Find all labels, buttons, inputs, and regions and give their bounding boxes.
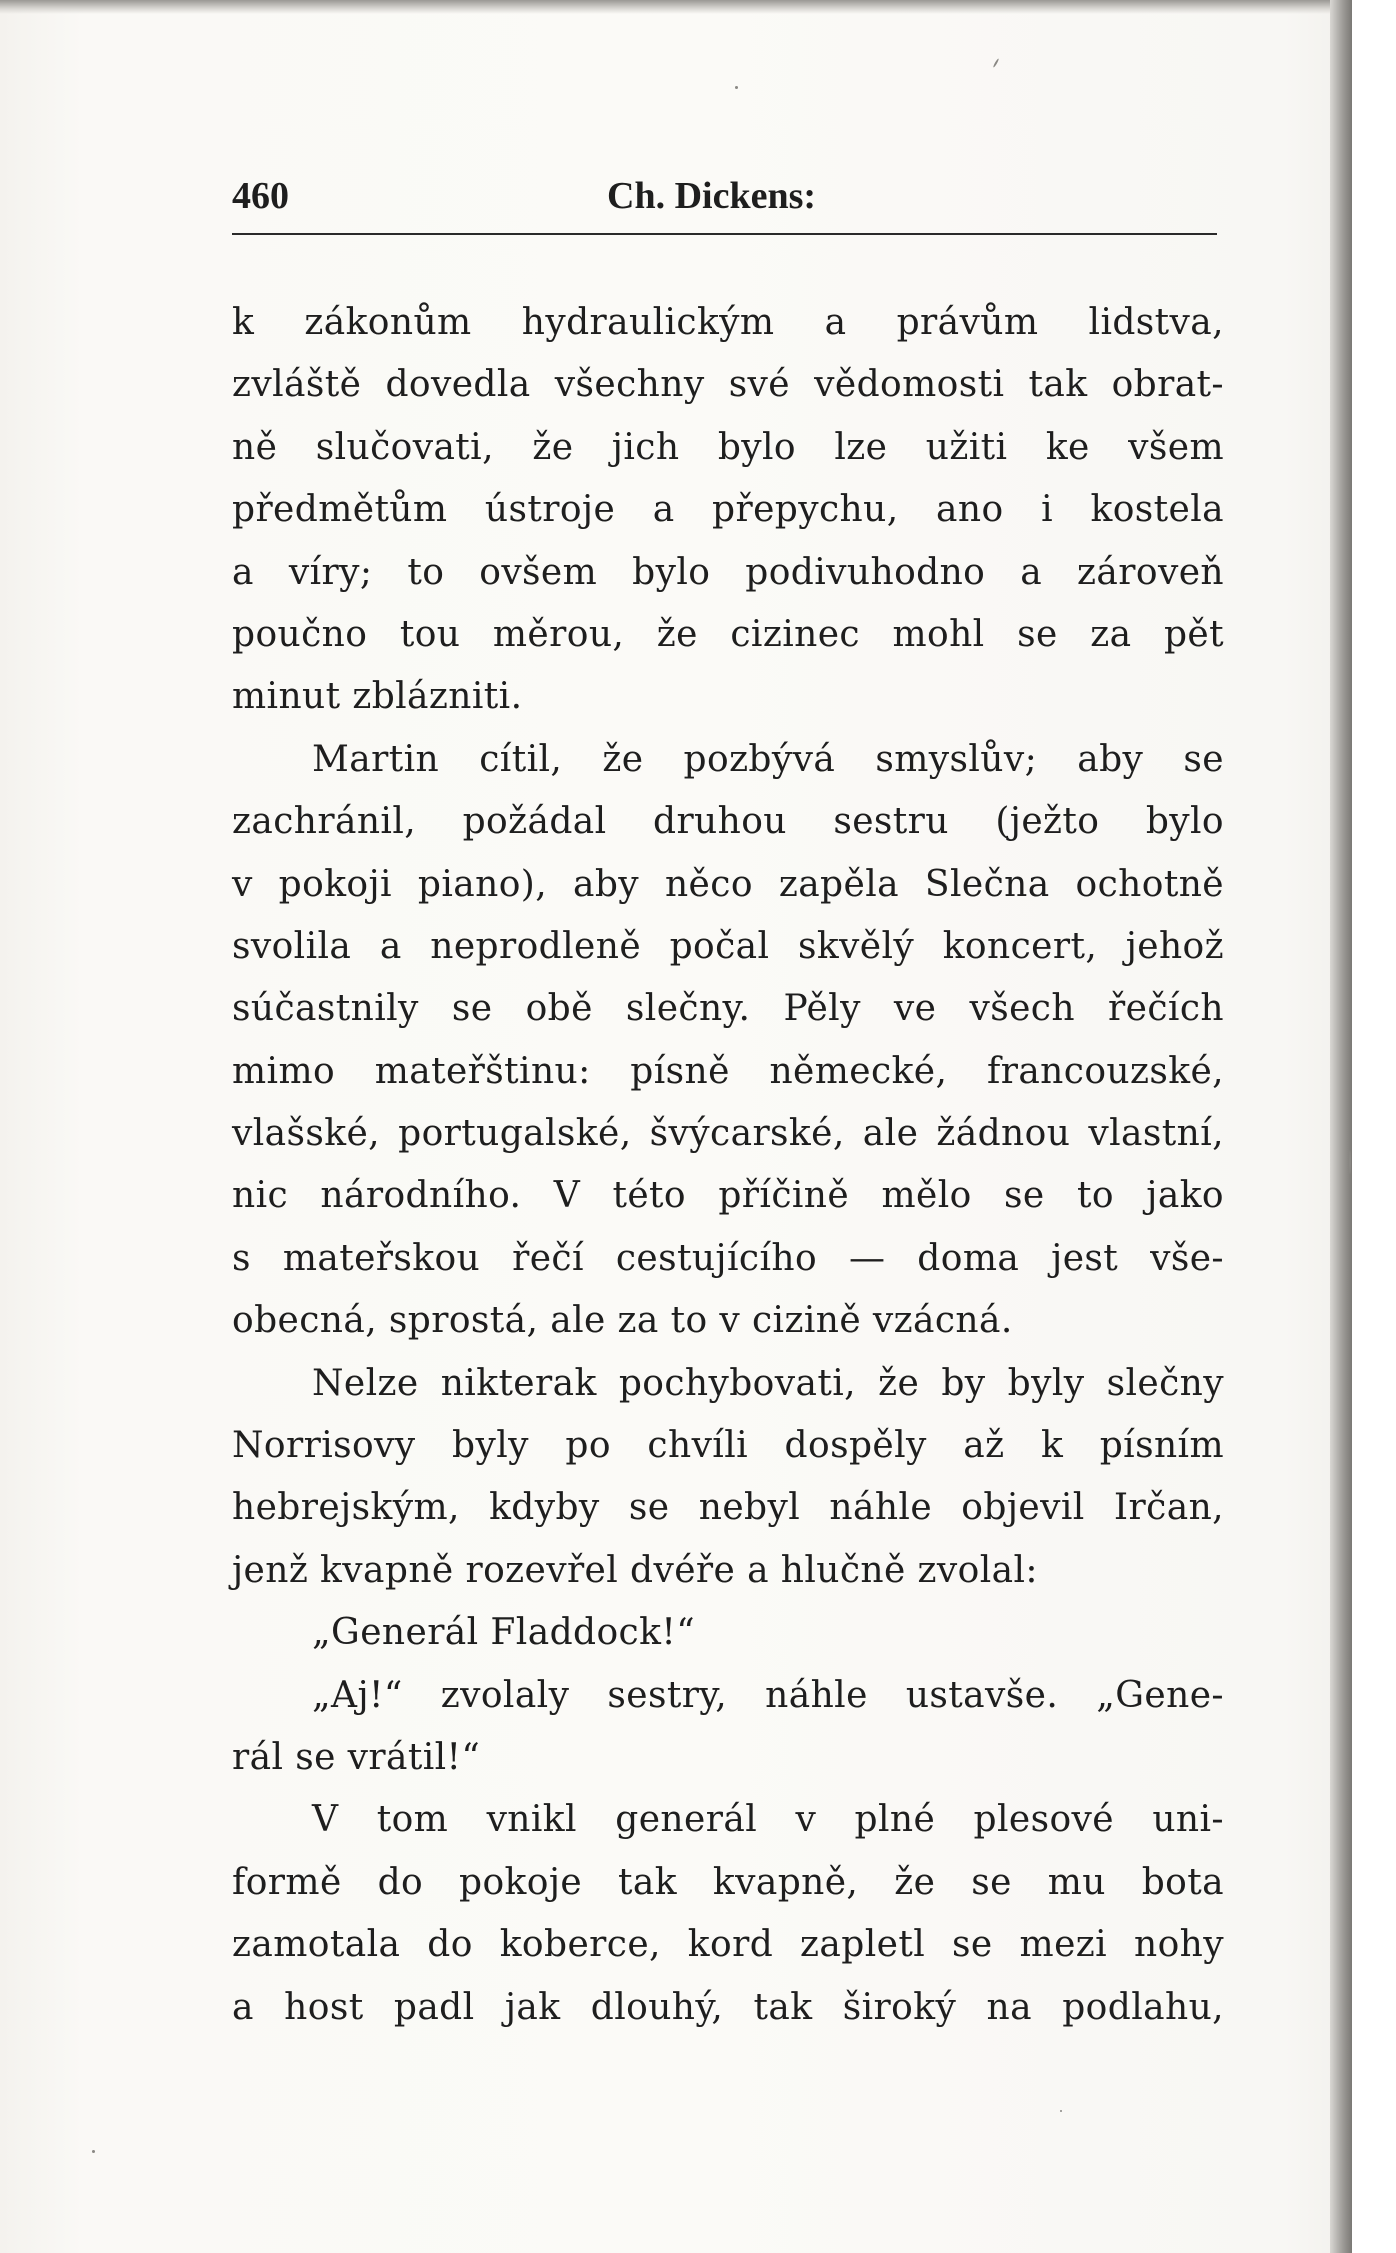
page-header: [232, 170, 1217, 230]
outer-margin: [1352, 0, 1396, 2253]
text-line: súčastnily se obě slečny. Pěly ve všech řečích: [232, 988, 1224, 1030]
running-head: Ch. Dickens:: [607, 175, 817, 217]
text-line: V tom vnikl generál v plné plesové uni-: [312, 1799, 1224, 1841]
text-line: zachránil, požádal druhou sestru (ježto bylo: [232, 801, 1224, 843]
text-line: hebrejským, kdyby se nebyl náhle objevil Irčan,: [232, 1487, 1224, 1529]
text-line: k zákonům hydraulickým a právům lidstva,: [232, 302, 1224, 343]
text-line: „Aj!“ zvolaly sestry, náhle ustavše. „Gene-: [312, 1674, 1224, 1716]
text-line: rál se vrátil!“: [232, 1736, 481, 1778]
text-line: v pokoji piano), aby něco zapěla Slečna ochotně: [232, 863, 1224, 905]
text-line: obecná, sprostá, ale za to v cizině vzácná.: [232, 1300, 1013, 1342]
text-line: minut zblázniti.: [232, 676, 523, 718]
text-line: a host padl jak dlouhý, tak široký na podlahu,: [232, 1986, 1224, 2028]
text-line: jenž kvapně rozevřel dvéře a hlučně zvolal:: [232, 1549, 1038, 1591]
text-line: Nelze nikterak pochybovati, že by byly slečny: [312, 1362, 1224, 1404]
text-line: mimo mateřštinu: písně německé, francouzské,: [232, 1050, 1224, 1092]
top-edge-shadow: [0, 0, 1330, 14]
text-line: poučno tou měrou, že cizinec mohl se za pět: [232, 613, 1224, 655]
text-line: s mateřskou řečí cestujícího — doma jest vše-: [232, 1237, 1224, 1279]
text-line: ně slučovati, že jich bylo lze užiti ke všem: [232, 426, 1224, 468]
text-line: Norrisovy byly po chvíli dospěly až k písním: [232, 1425, 1224, 1467]
text-line: zvláště dovedla všechny své vědomosti tak obrat-: [232, 364, 1224, 406]
text-line: nic národního. V této příčině mělo se to jako: [232, 1175, 1224, 1217]
body-text: [232, 292, 1224, 2039]
text-line: předmětům ústroje a přepychu, ano i kostela: [232, 489, 1224, 531]
page-number: 460: [232, 175, 289, 217]
page-edge-shadow: [1330, 0, 1352, 2253]
text-line: vlašské, portugalské, švýcarské, ale žádnou vlastní,: [232, 1113, 1224, 1155]
text-line: zamotala do koberce, kord zapletl se mezi nohy: [232, 1924, 1224, 1966]
text-line: Martin cítil, že pozbývá smyslův; aby se: [312, 738, 1224, 780]
text-line: formě do pokoje tak kvapně, že se mu bota: [232, 1861, 1224, 1903]
text-line: a víry; to ovšem bylo podivuhodno a zároveň: [232, 551, 1224, 593]
header-rule: [232, 233, 1217, 235]
text-line: „Generál Fladdock!“: [312, 1612, 695, 1654]
text-line: svolila a neprodleně počal skvělý koncert, jehož: [232, 925, 1224, 967]
